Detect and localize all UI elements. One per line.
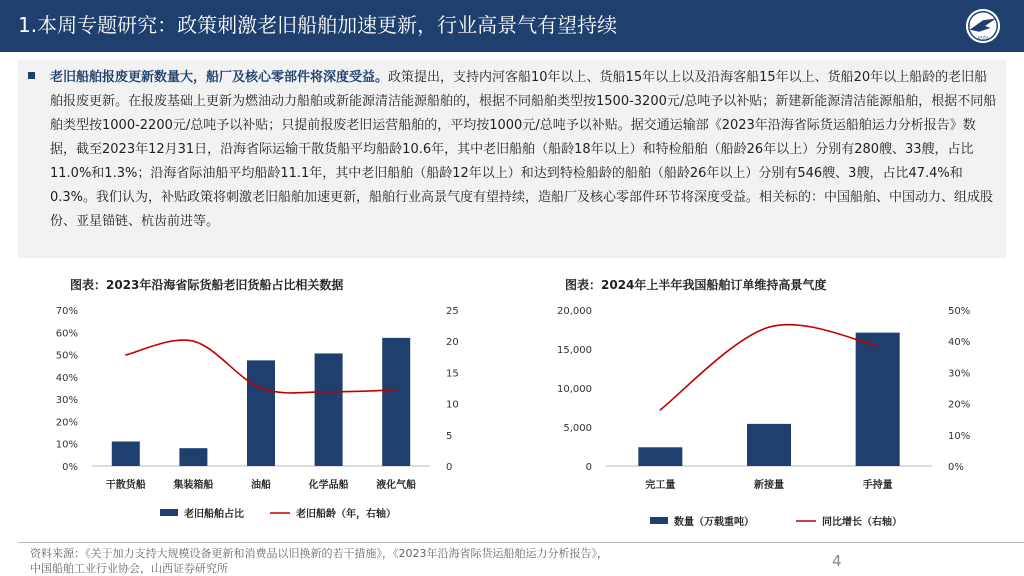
bar-液化气船 xyxy=(382,338,410,466)
legend-bar-label: 老旧船舶占比 xyxy=(184,509,244,520)
y-left-tick-label: 10,000 xyxy=(557,384,592,395)
source-line-1: 资料来源：《关于加力支持大规模设备更新和消费品以旧换新的若干措施》，《2023年沿海省际货运船舶运力分析报告》， xyxy=(30,547,608,560)
line-point-新接量 xyxy=(768,326,770,328)
y-right-tick-label: 30% xyxy=(948,368,971,380)
summary-lead: 老旧船舶报废更新数量大，船厂及核心零部件将深度受益。 xyxy=(50,70,389,85)
x-tick-label: 液化气船 xyxy=(376,480,417,491)
chart1-title: 图表：2023年沿海省际货船老旧货船占比相关数据 xyxy=(70,278,344,292)
y-left-tick-label: 0 xyxy=(585,462,592,473)
y-left-tick-label: 0% xyxy=(62,462,78,473)
bar-油船 xyxy=(247,360,275,466)
bar-完工量 xyxy=(638,447,682,466)
y-left-tick-label: 50% xyxy=(55,350,78,362)
y-right-tick-label: 20 xyxy=(446,337,459,349)
line-point-干散货船 xyxy=(125,354,127,356)
y-left-tick-label: 15,000 xyxy=(557,345,592,356)
y-right-tick-label: 40% xyxy=(948,337,971,349)
legend-bar-swatch xyxy=(650,517,668,524)
legend-bar-label: 数量（万载重吨） xyxy=(674,517,754,526)
x-tick-label: 化学品船 xyxy=(308,480,349,491)
source-line-2: 中国船舶工业行业协会，山西证券研究所 xyxy=(30,562,228,575)
chart-ship-age xyxy=(30,296,480,526)
line-point-集装箱船 xyxy=(193,340,195,342)
y-right-tick-label: 0 xyxy=(446,462,453,473)
x-tick-label: 手持量 xyxy=(862,480,893,491)
bar-集装箱船 xyxy=(179,448,207,466)
x-tick-label: 集装箱船 xyxy=(173,480,214,491)
bullet-square-icon xyxy=(28,72,35,79)
bar-干散货船 xyxy=(112,441,140,466)
x-tick-label: 完工量 xyxy=(645,480,676,491)
series-line xyxy=(660,325,877,410)
line-point-化学品船 xyxy=(328,391,330,393)
line-point-油船 xyxy=(260,387,262,389)
y-right-tick-label: 15 xyxy=(446,368,459,380)
bar-化学品船 xyxy=(315,353,343,466)
footer-divider xyxy=(18,542,1024,543)
y-left-tick-label: 5,000 xyxy=(563,423,592,434)
y-right-tick-label: 10% xyxy=(948,430,971,442)
summary-body: 政策提出，支持内河客船10年以上、货船15年以上以及沿海客船15年以上、货船20年以上船龄的老旧船舶报废更新。在报废基础上更新为燃油动力船舶或新能源清洁能源船舶的，根据不同船舶类型按1500-3200元/总吨予以补贴；新建新能源清洁能源船舶，根据不同船舶类型按1000-2200元/总吨予以补贴；只提前报废老旧运营船舶的，平均按1000元/总吨予以补贴。据交通运输部《2023年沿海省际货运船舶运力分析报告》数据，截至2023年12月31日，沿海省际运输干散货船平均船龄10.6年，其中老旧船舶（船龄18年以上）和特检船舶（船龄26年以上）分别有280艘、33艘，占比11.0%和1.3%；沿海省际油船平均船龄11.1年，其中老旧船舶（船龄12年以上）和达到特检船龄的船舶（船龄26年以上）分别有546艘、3艘，占比47.4%和0.3%。我们认为，补贴政策将刺激老旧船舶加速更新，船舶行业高景气度有望持续，造船厂及核心零部件环节将深度受益。相关标的：中国船舶、中国动力、组成股份、亚星锚链、杭齿前进等。 xyxy=(50,70,997,229)
source-note xyxy=(30,546,790,576)
bar-新接量 xyxy=(747,424,791,466)
summary-paragraph xyxy=(50,66,1000,234)
page-title: 1.本周专题研究：政策刺激老旧船舶加速更新，行业高景气有望持续 xyxy=(18,13,618,37)
x-tick-label: 新接量 xyxy=(754,480,784,491)
y-right-tick-label: 5 xyxy=(446,430,453,442)
chart2-title: 图表：2024年上半年我国船舶订单维持高景气度 xyxy=(565,278,827,292)
line-point-完工量 xyxy=(660,409,662,411)
y-left-tick-label: 10% xyxy=(55,439,78,451)
bar-手持量 xyxy=(856,333,900,466)
x-tick-label: 油船 xyxy=(251,480,271,491)
header-divider xyxy=(0,52,1024,54)
line-point-手持量 xyxy=(877,345,879,347)
y-left-tick-label: 30% xyxy=(55,395,78,407)
page-number: 4 xyxy=(832,552,842,570)
y-right-tick-label: 0% xyxy=(948,462,964,473)
company-logo-icon xyxy=(964,7,1002,45)
y-left-tick-label: 60% xyxy=(55,328,78,340)
y-right-tick-label: 20% xyxy=(948,399,971,411)
page-header xyxy=(0,0,1024,52)
y-right-tick-label: 10 xyxy=(446,399,459,411)
y-left-tick-label: 40% xyxy=(55,372,78,384)
chart-ship-orders xyxy=(530,296,1000,526)
svg-text:SXZQ: SXZQ xyxy=(977,34,989,40)
legend-line-label: 同比增长（右轴） xyxy=(822,517,902,526)
line-point-液化气船 xyxy=(395,389,397,391)
y-right-tick-label: 25 xyxy=(446,306,459,317)
legend-bar-swatch xyxy=(160,509,178,516)
summary-box xyxy=(18,60,1006,258)
legend-line-label: 老旧船龄（年，右轴） xyxy=(296,509,396,520)
y-left-tick-label: 20% xyxy=(55,417,78,429)
y-left-tick-label: 20,000 xyxy=(557,306,592,317)
y-right-tick-label: 50% xyxy=(948,306,971,317)
x-tick-label: 干散货船 xyxy=(105,480,146,491)
y-left-tick-label: 70% xyxy=(55,306,78,317)
